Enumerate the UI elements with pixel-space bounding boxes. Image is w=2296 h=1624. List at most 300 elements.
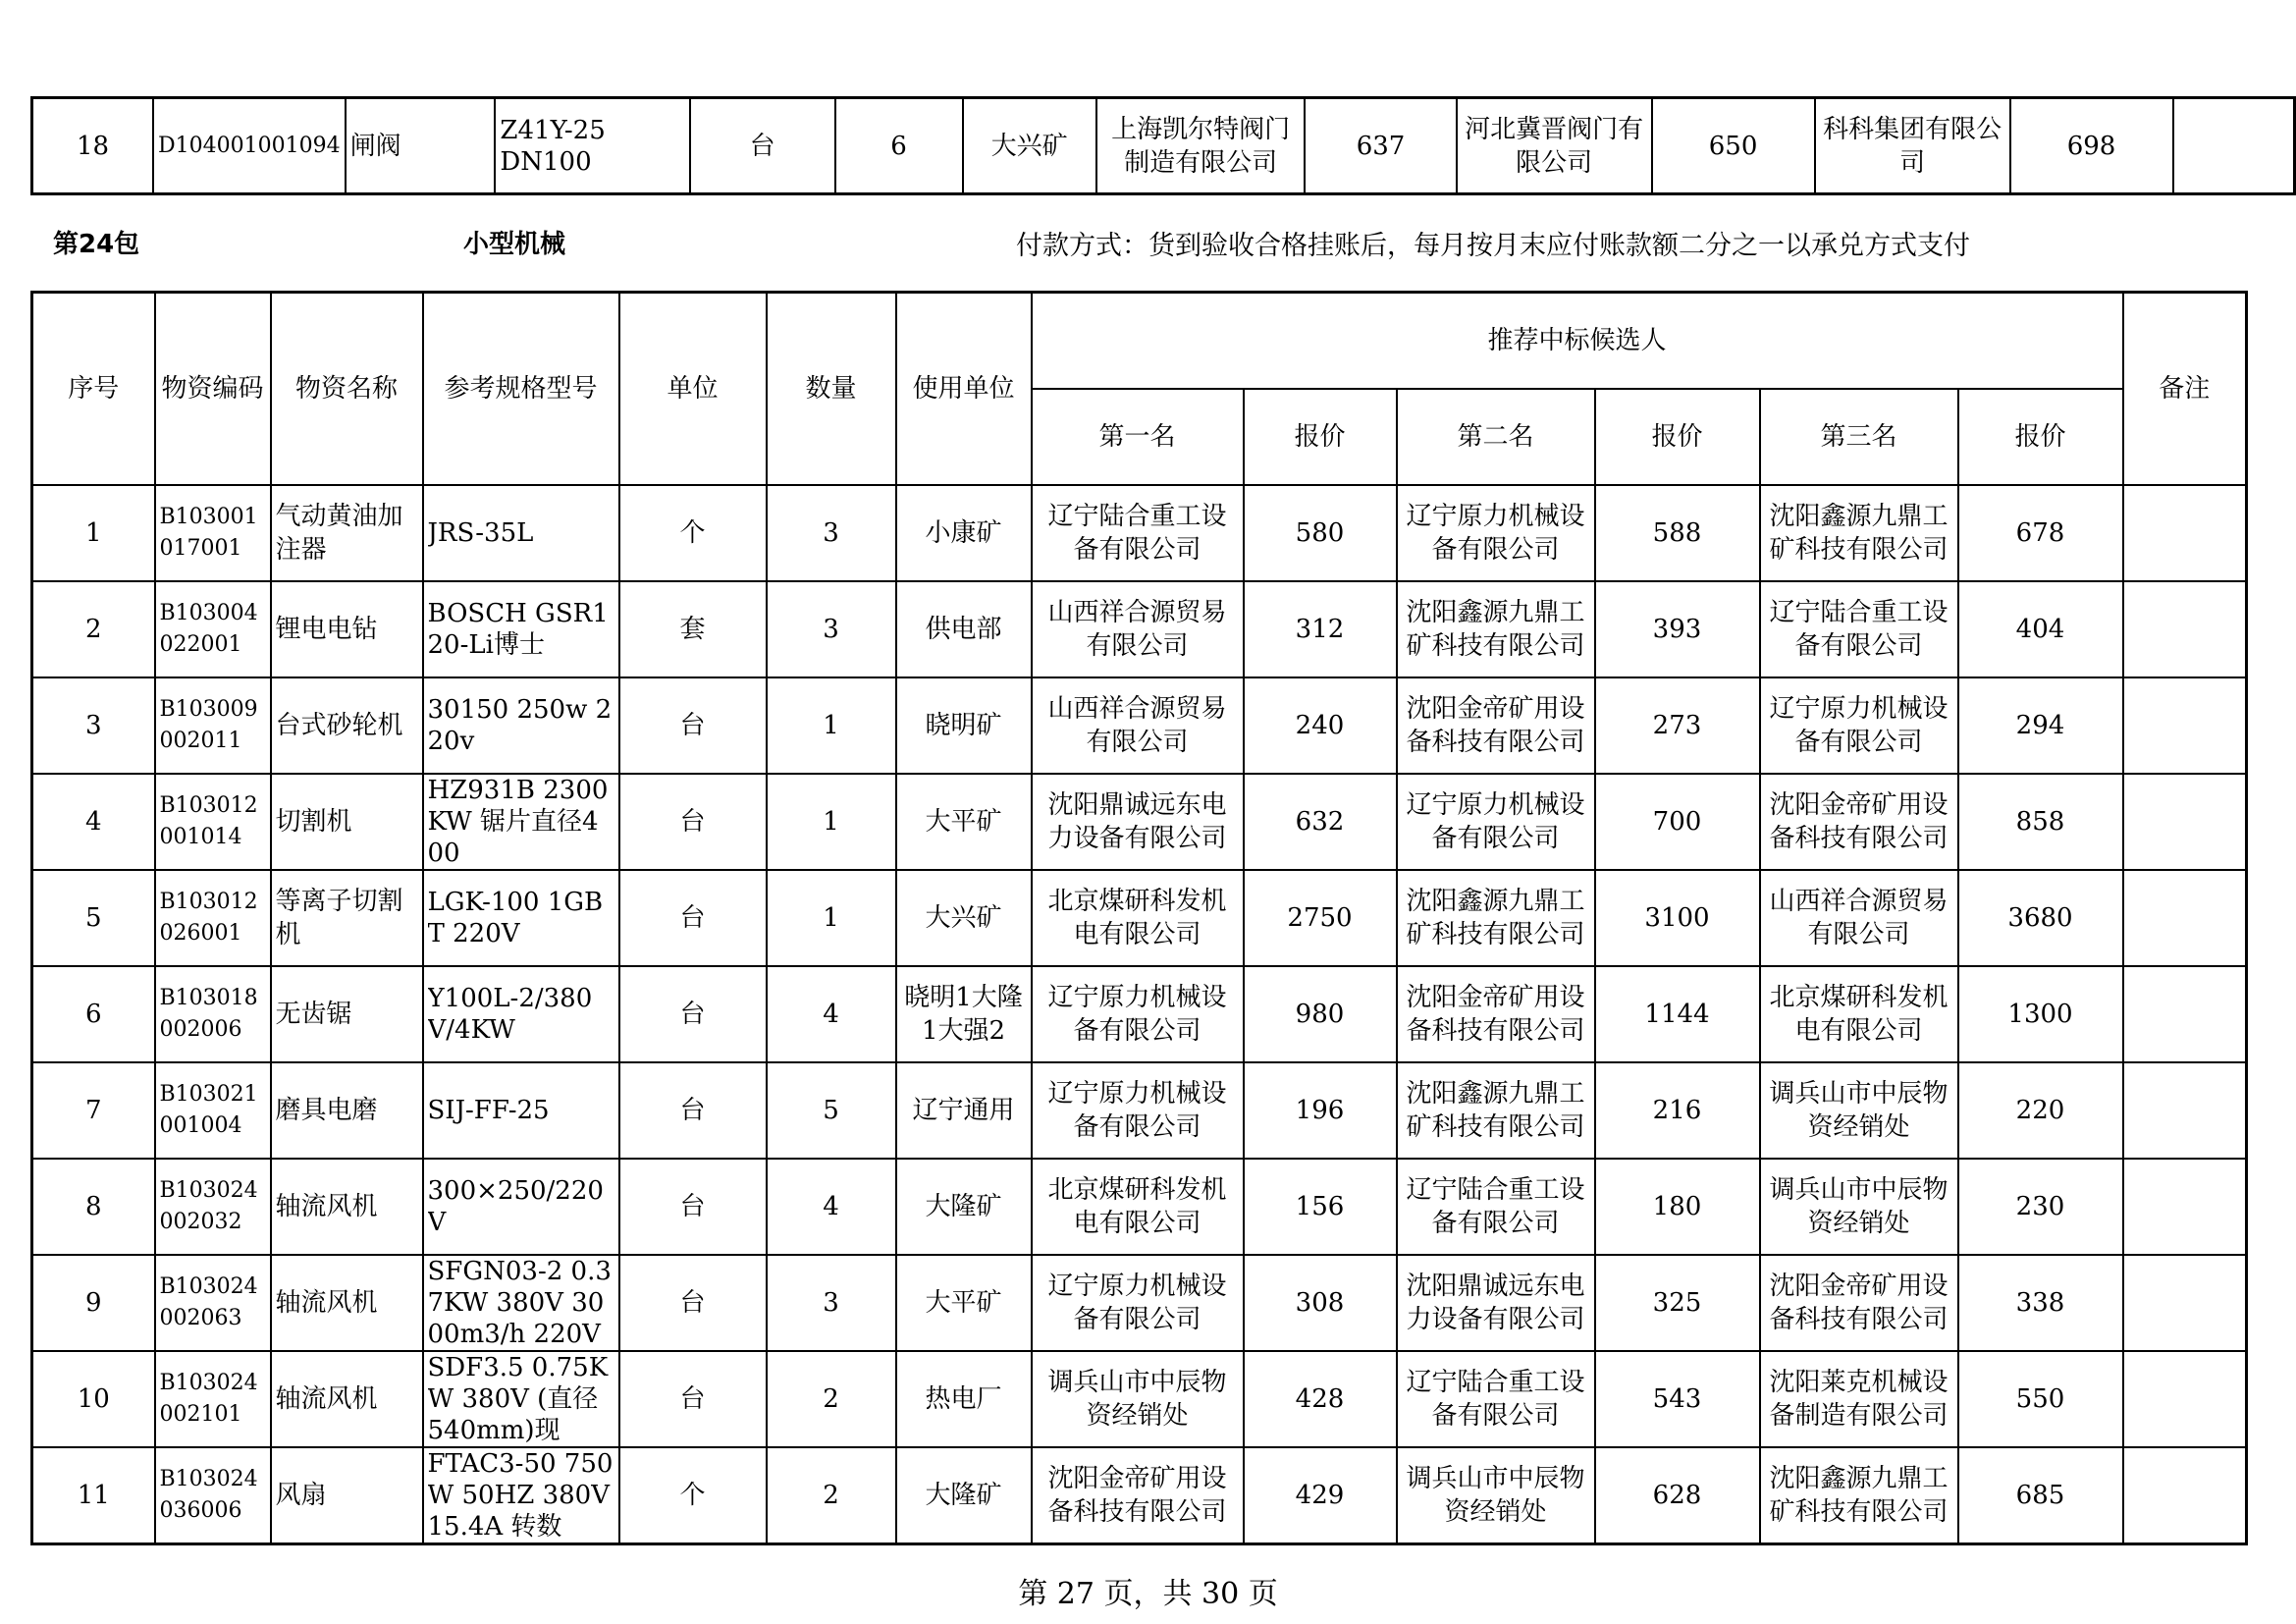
material-name [271,1255,423,1351]
material-code: D104001001094 [153,98,346,194]
candidate-first-text: 北京煤研科发机电有限公司 [1047,886,1227,949]
row-no: 18 [32,98,154,194]
user-unit [896,1159,1032,1255]
table-row [32,870,2247,966]
price-second [1595,870,1760,966]
price-third [1958,774,2123,870]
material-code-text: B103021001004 [159,1081,258,1138]
candidate-second-text: 沈阳鑫源九鼎工矿科技有限公司 [1406,886,1585,949]
user-unit [896,1062,1032,1159]
table-row [32,581,2247,677]
spec [423,1159,619,1255]
price-second-text: 543 [1652,1383,1702,1414]
spec [423,677,619,774]
candidate-first-text: 辽宁陆合重工设备有限公司 [1047,501,1227,565]
candidate-second [1397,774,1595,870]
material-name [271,485,423,581]
candidate-third-text: 辽宁陆合重工设备有限公司 [1769,597,1949,661]
price-first [1244,1447,1397,1544]
candidate-second-text: 沈阳鑫源九鼎工矿科技有限公司 [1406,597,1585,661]
row-no-text: 4 [84,806,102,837]
price-first [1244,966,1397,1062]
price-third-text: 1300 [2007,999,2073,1029]
material-code [155,1062,271,1159]
material-code [155,1447,271,1544]
candidate-third [1760,1062,1958,1159]
table-row [32,1062,2247,1159]
price-third [1958,870,2123,966]
price-first [1244,485,1397,581]
quantity [767,1447,896,1544]
price-first-text: 428 [1295,1383,1345,1414]
price-second [1595,1062,1760,1159]
price-second-text: 1144 [1644,999,1710,1029]
quantity: 6 [835,98,963,194]
price-first-text: 196 [1295,1095,1345,1125]
material-name [271,966,423,1062]
price-third [1958,581,2123,677]
user-unit [896,870,1032,966]
header-first: 第一名 [1032,389,1244,485]
header-price-second: 报价 [1595,389,1760,485]
unit [619,581,767,677]
unit-text: 台 [679,999,706,1029]
candidate-first [1032,581,1244,677]
price-second [1595,1447,1760,1544]
row-no-text: 3 [84,710,102,740]
material-name [271,677,423,774]
price-first-text: 580 [1295,517,1345,548]
material-code-text: B103024002101 [159,1370,258,1427]
header-no: 序号 [32,293,155,485]
unit [619,485,767,581]
row-no [32,1062,155,1159]
material-name: 闸阀 [346,98,496,194]
spec-text: SDF3.5 0.75KW 380V (直径540mm)现 [427,1352,609,1445]
price-second [1595,1255,1760,1351]
user-unit [896,1447,1032,1544]
header-price-third: 报价 [1958,389,2123,485]
candidate-third-text: 沈阳金帝矿用设备科技有限公司 [1769,789,1949,853]
spec-text: BOSCH GSR120-Li博士 [427,598,609,660]
unit [619,1351,767,1447]
candidate-second-text: 辽宁原力机械设备有限公司 [1406,789,1585,853]
price-first-text: 980 [1295,999,1345,1029]
user-unit-text: 大隆矿 [925,1191,1002,1221]
spec [423,870,619,966]
material-name-text: 气动黄油加注器 [275,501,403,565]
candidate-first-text: 北京煤研科发机电有限公司 [1047,1174,1227,1238]
material-code-text: B103024002032 [159,1177,258,1234]
table-row [32,1255,2247,1351]
candidate-third-text: 调兵山市中辰物资经销处 [1769,1174,1949,1238]
user-unit-text: 小康矿 [925,517,1002,548]
candidate-first: 上海凯尔特阀门制造有限公司 [1096,98,1306,194]
unit-text: 台 [679,806,706,837]
user-unit [896,581,1032,677]
price-third-text: 294 [2015,710,2065,740]
table-row [32,1159,2247,1255]
price-second-text: 180 [1652,1191,1702,1221]
table-row [32,485,2247,581]
candidate-first-text: 山西祥合源贸易有限公司 [1047,693,1227,757]
candidate-third [1760,1351,1958,1447]
unit [619,1062,767,1159]
price-second [1595,581,1760,677]
price-first [1244,581,1397,677]
user-unit [896,966,1032,1062]
price-third: 698 [2010,98,2173,194]
quantity-text: 1 [823,902,839,933]
candidate-first [1032,677,1244,774]
note [2123,485,2247,581]
quantity [767,485,896,581]
price-third-text: 3680 [2007,902,2073,933]
header-unit: 单位 [619,293,767,485]
price-third [1958,1062,2123,1159]
row-no [32,774,155,870]
quantity-text: 2 [823,1480,839,1510]
material-name [271,1159,423,1255]
price-first [1244,774,1397,870]
header-user: 使用单位 [896,293,1032,485]
unit [619,966,767,1062]
header-name: 物资名称 [271,293,423,485]
row-no [32,581,155,677]
price-second-text: 393 [1652,614,1702,644]
page-footer: 第 27 页，共 30 页 [1018,1577,1278,1611]
candidate-third [1760,1447,1958,1544]
user-unit-text: 大平矿 [925,806,1002,837]
unit-text: 台 [679,1383,706,1414]
material-code [155,966,271,1062]
user-unit-text: 大兴矿 [925,902,1002,933]
candidate-first [1032,1062,1244,1159]
candidate-third-text: 山西祥合源贸易有限公司 [1769,886,1949,949]
price-first [1244,1255,1397,1351]
price-second-text: 588 [1652,517,1702,548]
candidate-third [1760,1255,1958,1351]
candidate-first-text: 辽宁原力机械设备有限公司 [1047,1271,1227,1334]
candidate-second [1397,870,1595,966]
material-name [271,774,423,870]
quantity-text: 3 [823,517,839,548]
row-no-text: 11 [77,1480,110,1510]
material-name [271,870,423,966]
note [2123,774,2247,870]
candidate-second-text: 沈阳鼎诚远东电力设备有限公司 [1406,1271,1585,1334]
candidate-second: 河北冀晋阀门有限公司 [1457,98,1652,194]
quantity-text: 5 [823,1095,839,1125]
price-third [1958,1159,2123,1255]
unit-text: 台 [679,710,706,740]
note [2123,1062,2247,1159]
material-code [155,581,271,677]
material-code-text: B103024002063 [159,1273,258,1330]
quantity [767,677,896,774]
material-name-text: 切割机 [275,806,352,837]
candidate-first [1032,966,1244,1062]
price-second-text: 3100 [1644,902,1710,933]
candidate-third-text: 调兵山市中辰物资经销处 [1769,1078,1949,1142]
price-first [1244,677,1397,774]
candidate-third-text: 沈阳鑫源九鼎工矿科技有限公司 [1769,501,1949,565]
price-second [1595,966,1760,1062]
candidate-third [1760,485,1958,581]
user-unit [896,774,1032,870]
candidate-third-text: 北京煤研科发机电有限公司 [1769,982,1949,1046]
price-third-text: 550 [2015,1383,2065,1414]
candidate-third [1760,1159,1958,1255]
candidate-second-text: 辽宁原力机械设备有限公司 [1406,501,1585,565]
quantity-text: 1 [823,806,839,837]
row-no [32,485,155,581]
user-unit-text: 大隆矿 [925,1480,1002,1510]
price-first-text: 2750 [1287,902,1353,933]
price-first [1244,1062,1397,1159]
material-name-text: 锂电电钻 [275,614,378,644]
price-second: 650 [1652,98,1815,194]
spec: Z41Y-25 DN100 [495,98,689,194]
candidate-second-text: 沈阳金帝矿用设备科技有限公司 [1406,693,1585,757]
material-name-text: 等离子切割机 [275,886,403,949]
candidate-second-text: 沈阳鑫源九鼎工矿科技有限公司 [1406,1078,1585,1142]
spec-text: LGK-100 1GBT 220V [427,887,604,948]
user-unit-text: 晓明矿 [925,710,1002,740]
candidate-first-text: 调兵山市中辰物资经销处 [1047,1367,1227,1431]
material-code [155,1159,271,1255]
row-no-text: 10 [77,1383,110,1414]
header-qty: 数量 [767,293,896,485]
row-no [32,966,155,1062]
material-code [155,1255,271,1351]
candidate-third: 科科集团有限公司 [1815,98,2010,194]
price-first: 637 [1305,98,1456,194]
header-row [32,293,2247,389]
unit [619,1447,767,1544]
price-third [1958,1255,2123,1351]
price-first [1244,1351,1397,1447]
table-body [32,485,2247,1544]
package-category: 小型机械 [463,230,566,259]
candidate-third-text: 沈阳鑫源九鼎工矿科技有限公司 [1769,1463,1949,1527]
row-no [32,1159,155,1255]
price-second [1595,485,1760,581]
material-name-text: 磨具电磨 [275,1095,378,1125]
quantity [767,966,896,1062]
header-spec: 参考规格型号 [423,293,619,485]
price-second [1595,677,1760,774]
candidate-first-text: 山西祥合源贸易有限公司 [1047,597,1227,661]
candidate-third-text: 沈阳莱克机械设备制造有限公司 [1769,1367,1949,1431]
user-unit-text: 晓明1大隆1大强2 [904,982,1023,1046]
candidate-second [1397,677,1595,774]
candidate-second [1397,485,1595,581]
note [2123,966,2247,1062]
table-row [32,98,2295,194]
price-second [1595,1351,1760,1447]
note [2173,98,2295,194]
material-code [155,485,271,581]
candidate-first [1032,870,1244,966]
row-no-text: 9 [84,1287,102,1318]
unit [619,1159,767,1255]
material-name-text: 轴流风机 [275,1191,378,1221]
quantity-text: 2 [823,1383,839,1414]
price-second-text: 628 [1652,1480,1702,1510]
material-name-text: 轴流风机 [275,1383,378,1414]
user-unit-text: 热电厂 [925,1383,1002,1414]
material-code [155,774,271,870]
price-first-text: 156 [1295,1191,1345,1221]
candidate-first [1032,1447,1244,1544]
quantity-text: 4 [823,1191,839,1221]
material-code [155,870,271,966]
note [2123,1447,2247,1544]
header-second: 第二名 [1397,389,1595,485]
user-unit [896,677,1032,774]
note [2123,1351,2247,1447]
row-no [32,1351,155,1447]
row-no-text: 6 [84,999,102,1029]
quantity [767,1062,896,1159]
price-second [1595,1159,1760,1255]
spec-text: HZ931B 2300KW 锯片直径400 [427,775,609,868]
candidate-second-text: 沈阳金帝矿用设备科技有限公司 [1406,982,1585,1046]
note [2123,677,2247,774]
candidate-first [1032,774,1244,870]
user-unit: 大兴矿 [963,98,1096,194]
spec [423,581,619,677]
note [2123,870,2247,966]
table-row [32,677,2247,774]
row-no-text: 5 [84,902,102,933]
spec-text: 300×250/220V [427,1175,604,1237]
unit: 台 [690,98,835,194]
price-third-text: 404 [2015,614,2065,644]
material-name [271,1351,423,1447]
header-third: 第三名 [1760,389,1958,485]
package-table [30,291,2248,1545]
material-code-text: B103001017001 [159,504,258,561]
price-third-text: 685 [2015,1480,2065,1510]
material-code-text: B103018002006 [159,985,258,1042]
quantity-text: 3 [823,1287,839,1318]
price-third [1958,966,2123,1062]
price-first-text: 308 [1295,1287,1345,1318]
material-code [155,677,271,774]
price-second-text: 700 [1652,806,1702,837]
quantity [767,1351,896,1447]
candidate-first-text: 沈阳金帝矿用设备科技有限公司 [1047,1463,1227,1527]
candidate-second-text: 调兵山市中辰物资经销处 [1406,1463,1585,1527]
unit-text: 套 [679,614,706,644]
candidate-second [1397,1255,1595,1351]
row-no-text: 2 [84,614,102,644]
price-second-text: 325 [1652,1287,1702,1318]
user-unit-text: 辽宁通用 [912,1095,1015,1125]
material-code-text: B103024036006 [159,1466,258,1523]
candidate-second-text: 辽宁陆合重工设备有限公司 [1406,1174,1585,1238]
row-no-text: 7 [84,1095,102,1125]
candidate-second [1397,1351,1595,1447]
unit [619,677,767,774]
price-second [1595,774,1760,870]
payment-terms: 付款方式：货到验收合格挂账后，每月按月末应付账款额二分之一以承兑方式支付 [1016,231,1970,261]
candidate-second [1397,1159,1595,1255]
material-name [271,1062,423,1159]
table-row [32,1351,2247,1447]
quantity-text: 1 [823,710,839,740]
row-no [32,677,155,774]
candidate-third [1760,870,1958,966]
spec [423,966,619,1062]
user-unit-text: 供电部 [925,614,1002,644]
unit [619,1255,767,1351]
material-name-text: 无齿锯 [275,999,352,1029]
row-no [32,1447,155,1544]
spec-text: JRS-35L [427,517,534,548]
package-label: 第24包 [53,230,140,259]
price-third-text: 678 [2015,517,2065,548]
price-third [1958,677,2123,774]
spec [423,1062,619,1159]
price-first-text: 632 [1295,806,1345,837]
candidate-third [1760,966,1958,1062]
material-code-text: B103004022001 [159,600,258,657]
table-row [32,966,2247,1062]
price-third [1958,1447,2123,1544]
row-no-text: 8 [84,1191,102,1221]
unit-text: 台 [679,1095,706,1125]
candidate-first-text: 辽宁原力机械设备有限公司 [1047,982,1227,1046]
candidate-second [1397,581,1595,677]
candidate-first [1032,1351,1244,1447]
material-name [271,1447,423,1544]
quantity [767,1159,896,1255]
table-row [32,1447,2247,1544]
price-first-text: 312 [1295,614,1345,644]
material-name [271,581,423,677]
candidate-first-text: 辽宁原力机械设备有限公司 [1047,1078,1227,1142]
candidate-second [1397,1062,1595,1159]
price-third-text: 858 [2015,806,2065,837]
spec-text: SIJ-FF-25 [427,1095,550,1125]
unit [619,870,767,966]
material-code [155,1351,271,1447]
user-unit-text: 大平矿 [925,1287,1002,1318]
material-code-text: B103012001014 [159,792,258,849]
quantity-text: 4 [823,999,839,1029]
table-row [32,774,2247,870]
spec-text: SFGN03-2 0.37KW 380V 3000m3/h 220V [427,1256,612,1349]
candidate-third [1760,581,1958,677]
spec [423,1255,619,1351]
spec-text: FTAC3-50 750W 50HZ 380V 15.4A 转数 [427,1448,614,1542]
spec [423,485,619,581]
note [2123,1255,2247,1351]
header-candidates: 推荐中标候选人 [1032,293,2123,389]
quantity [767,774,896,870]
spec-text: 30150 250w 220v [427,694,613,756]
unit-text: 台 [679,1287,706,1318]
price-first [1244,870,1397,966]
material-name-text: 轴流风机 [275,1287,378,1318]
note [2123,1159,2247,1255]
quantity [767,581,896,677]
unit-text: 台 [679,902,706,933]
spec-text: Y100L-2/380V/4KW [427,983,593,1045]
